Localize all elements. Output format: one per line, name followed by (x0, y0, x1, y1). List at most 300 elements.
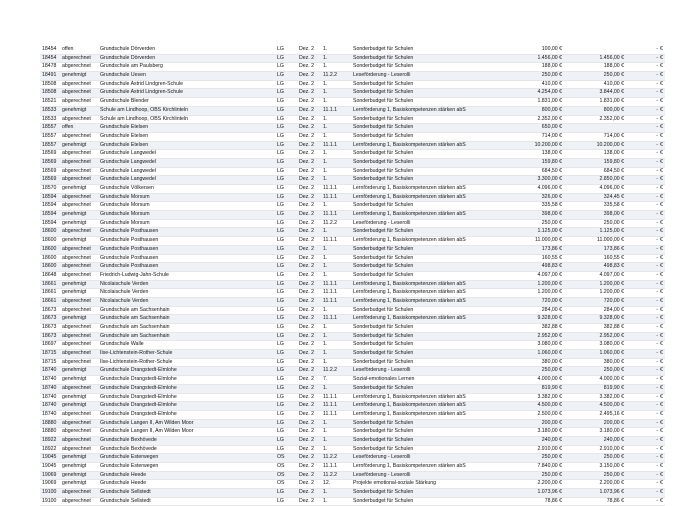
remaining-amount-cell: - (656, 158, 658, 165)
region-cell: OS (277, 471, 285, 478)
department-cell: Dez. 2 (299, 332, 314, 339)
currency-cell: € (660, 332, 663, 339)
table-row (40, 220, 665, 229)
table-row (40, 272, 665, 281)
requested-amount-cell: 498,83 € (541, 263, 562, 270)
settled-amount-cell: 250,00 € (603, 219, 624, 226)
remaining-amount-cell: - (656, 489, 658, 496)
program-number-cell: 1. (323, 63, 328, 70)
program-number-cell: 11.1.1 (323, 193, 338, 200)
settled-amount-cell: 4.000,00 € (599, 376, 624, 383)
status-cell: abgerechnet (62, 489, 91, 496)
program-description-cell: Leseförderung - Leserolli (353, 471, 411, 478)
status-cell: abgerechnet (62, 245, 91, 252)
region-cell: LG (277, 419, 284, 426)
region-cell: LG (277, 497, 284, 504)
settled-amount-cell: 3.150,00 € (599, 463, 624, 469)
program-number-cell: 11.1.1 (323, 410, 338, 417)
currency-cell: € (660, 289, 663, 296)
remaining-amount-cell: - (656, 89, 658, 96)
settled-amount-cell: 4.097,00 € (599, 271, 624, 278)
currency-cell: € (660, 271, 663, 278)
requested-amount-cell: 3.180,00 € (537, 428, 562, 435)
currency-cell: € (660, 211, 663, 218)
settled-amount-cell: 2.352,00 € (599, 115, 624, 122)
department-cell: Dez. 2 (299, 297, 314, 304)
row-id-cell: 18740 (42, 402, 57, 409)
remaining-amount-cell: - (656, 445, 658, 452)
row-id-cell: 18673 (42, 315, 57, 322)
row-id-cell: 18594 (42, 202, 57, 209)
remaining-amount-cell: - (656, 141, 658, 148)
table-row (40, 159, 665, 168)
department-cell: Dez. 2 (299, 193, 314, 200)
row-id-cell: 18594 (42, 211, 57, 218)
program-description-cell: Sonderbudget für Schulen (353, 46, 414, 52)
department-cell: Dez. 2 (299, 497, 314, 504)
department-cell: Dez. 2 (299, 393, 314, 400)
currency-cell: € (660, 384, 663, 391)
department-cell: Dez. 2 (299, 463, 314, 469)
department-cell: Dez. 2 (299, 315, 314, 322)
department-cell: Dez. 2 (299, 324, 314, 330)
remaining-amount-cell: - (656, 98, 658, 105)
status-cell: genehmigt (62, 106, 87, 113)
department-cell: Dez. 2 (299, 124, 314, 131)
remaining-amount-cell: - (656, 289, 658, 296)
region-cell: LG (277, 315, 284, 322)
currency-cell: € (660, 158, 663, 165)
region-cell: LG (277, 393, 284, 400)
row-id-cell: 18508 (42, 80, 57, 87)
settled-amount-cell: 78,86 € (606, 497, 624, 504)
status-cell: abgerechnet (62, 115, 91, 122)
table-row (40, 246, 665, 255)
department-cell: Dez. 2 (299, 376, 314, 383)
requested-amount-cell: 326,00 € (541, 193, 562, 200)
currency-cell: € (660, 428, 663, 435)
row-id-cell: 18533 (42, 115, 57, 122)
row-id-cell: 18740 (42, 384, 57, 391)
currency-cell: € (660, 106, 663, 113)
requested-amount-cell: 159,80 € (541, 158, 562, 165)
status-cell: genehmigt (62, 315, 87, 322)
status-cell: abgerechnet (62, 132, 91, 139)
region-cell: LG (277, 89, 284, 96)
region-cell: LG (277, 193, 284, 200)
department-cell: Dez. 2 (299, 245, 314, 252)
settled-amount-cell: 1.456,00 € (599, 54, 624, 61)
remaining-amount-cell: - (656, 202, 658, 209)
program-number-cell: 11.1.1 (323, 297, 338, 304)
status-cell: abgerechnet (62, 98, 91, 105)
department-cell: Dez. 2 (299, 237, 314, 244)
requested-amount-cell: 382,88 € (541, 324, 562, 330)
requested-amount-cell: 250,00 € (541, 454, 562, 461)
table-row (40, 385, 665, 394)
settled-amount-cell: 188,00 € (603, 63, 624, 70)
requested-amount-cell: 1.073,96 € (537, 489, 562, 496)
requested-amount-cell: 200,00 € (541, 419, 562, 426)
program-number-cell: 11.1.1 (323, 289, 338, 296)
row-id-cell: 19045 (42, 454, 57, 461)
requested-amount-cell: 250,00 € (541, 367, 562, 374)
requested-amount-cell: 4.097,00 € (537, 271, 562, 278)
status-cell: abgerechnet (62, 428, 91, 435)
settled-amount-cell: 1.073,96 € (599, 489, 624, 496)
requested-amount-cell: 2.200,00 € (537, 480, 562, 487)
program-description-cell: Sonderbudget für Schulen (353, 124, 414, 131)
department-cell: Dez. 2 (299, 289, 314, 296)
program-description-cell: Sonderbudget für Schulen (353, 306, 414, 313)
program-description-cell: Projekte emotional-soziale Stärkung (353, 480, 437, 487)
program-description-cell: Lernförderung 1, Basiskompetenzen stärken abS (353, 402, 466, 409)
settled-amount-cell: 200,00 € (603, 419, 624, 426)
region-cell: LG (277, 271, 284, 278)
row-id-cell: 18648 (42, 271, 57, 278)
department-cell: Dez. 2 (299, 46, 314, 52)
status-cell: offen (62, 124, 74, 131)
program-number-cell: 1. (323, 332, 328, 339)
requested-amount-cell: 3.080,00 € (537, 341, 562, 348)
department-cell: Dez. 2 (299, 341, 314, 348)
region-cell: OS (277, 463, 285, 469)
program-description-cell: Sonderbudget für Schulen (353, 254, 414, 261)
status-cell: abgerechnet (62, 445, 91, 452)
department-cell: Dez. 2 (299, 63, 314, 70)
currency-cell: € (660, 280, 663, 287)
region-cell: LG (277, 228, 284, 235)
table-row (40, 437, 665, 446)
program-description-cell: Leseförderung - Leserolli (353, 72, 411, 79)
requested-amount-cell: 2.910,00 € (537, 445, 562, 452)
status-cell: abgerechnet (62, 358, 91, 365)
settled-amount-cell: 335,58 € (603, 202, 624, 209)
status-cell: genehmigt (62, 219, 87, 226)
program-description-cell: Sonderbudget für Schulen (353, 80, 414, 87)
currency-cell: € (660, 393, 663, 400)
department-cell: Dez. 2 (299, 445, 314, 452)
school-name-cell: Grundschule Morsum (100, 219, 150, 226)
remaining-amount-cell: - (656, 185, 658, 191)
department-cell: Dez. 2 (299, 228, 314, 235)
currency-cell: € (660, 185, 663, 191)
remaining-amount-cell: - (656, 419, 658, 426)
school-name-cell: Grundschule Drangstedt-Elmlohe (100, 384, 177, 391)
program-number-cell: 1. (323, 132, 328, 139)
program-description-cell: Sonderbudget für Schulen (353, 419, 414, 426)
table-row (40, 359, 665, 368)
row-id-cell: 18661 (42, 289, 57, 296)
remaining-amount-cell: - (656, 263, 658, 270)
remaining-amount-cell: - (656, 463, 658, 469)
program-number-cell: 11.2.2 (323, 454, 338, 461)
table-row (40, 298, 665, 307)
remaining-amount-cell: - (656, 167, 658, 174)
region-cell: LG (277, 289, 284, 296)
remaining-amount-cell: - (656, 306, 658, 313)
school-name-cell: Grundschule Langwedel (100, 158, 156, 165)
status-cell: abgerechnet (62, 497, 91, 504)
region-cell: LG (277, 124, 284, 131)
row-id-cell: 18740 (42, 376, 57, 383)
program-number-cell: 7. (323, 376, 328, 383)
remaining-amount-cell: - (656, 332, 658, 339)
currency-cell: € (660, 150, 663, 157)
settled-amount-cell: 2.495,16 € (599, 410, 624, 417)
currency-cell: € (660, 46, 663, 52)
settled-amount-cell: 324,45 € (603, 193, 624, 200)
remaining-amount-cell: - (656, 410, 658, 417)
school-name-cell: Grundschule am Paulsberg (100, 63, 163, 70)
currency-cell: € (660, 228, 663, 235)
table-row (40, 341, 665, 350)
status-cell: abgerechnet (62, 436, 91, 443)
row-id-cell: 18880 (42, 419, 57, 426)
program-number-cell: 1. (323, 350, 328, 357)
table-row (40, 81, 665, 90)
status-cell: abgerechnet (62, 263, 91, 270)
department-cell: Dez. 2 (299, 471, 314, 478)
program-number-cell: 11.2.2 (323, 367, 338, 374)
region-cell: LG (277, 150, 284, 157)
status-cell: genehmigt (62, 402, 87, 409)
department-cell: Dez. 2 (299, 80, 314, 87)
department-cell: Dez. 2 (299, 263, 314, 270)
status-cell: abgerechnet (62, 384, 91, 391)
row-id-cell: 18922 (42, 436, 57, 443)
status-cell: abgerechnet (62, 167, 91, 174)
requested-amount-cell: 78,86 € (544, 497, 562, 504)
school-name-cell: Grundschule Astrid Lindgren-Schule (100, 89, 184, 96)
remaining-amount-cell: - (656, 132, 658, 139)
program-description-cell: Sonderbudget für Schulen (353, 384, 414, 391)
requested-amount-cell: 380,00 € (541, 358, 562, 365)
requested-amount-cell: 250,00 € (541, 471, 562, 478)
program-description-cell: Sonderbudget für Schulen (353, 115, 414, 122)
row-id-cell: 18740 (42, 410, 57, 417)
row-id-cell: 18661 (42, 280, 57, 287)
status-cell: abgerechnet (62, 419, 91, 426)
settled-amount-cell: 4.500,00 € (599, 402, 624, 409)
table-row (40, 185, 665, 194)
table-row (40, 124, 665, 133)
school-name-cell: Grundschule Langwedel (100, 167, 156, 174)
settled-amount-cell: 720,00 € (603, 297, 624, 304)
program-number-cell: 1. (323, 245, 328, 252)
remaining-amount-cell: - (656, 72, 658, 79)
department-cell: Dez. 2 (299, 489, 314, 496)
status-cell: abgerechnet (62, 306, 91, 313)
settled-amount-cell: 1.125,00 € (599, 228, 624, 235)
program-number-cell: 1. (323, 263, 328, 270)
school-name-cell: Grundschule Drangstedt-Elmlohe (100, 410, 177, 417)
program-description-cell: Sonderbudget für Schulen (353, 167, 414, 174)
currency-cell: € (660, 254, 663, 261)
program-description-cell: Sonderbudget für Schulen (353, 271, 414, 278)
row-id-cell: 18661 (42, 297, 57, 304)
region-cell: LG (277, 306, 284, 313)
remaining-amount-cell: - (656, 54, 658, 61)
program-description-cell: Lernförderung 1, Basiskompetenzen stärken abS (353, 463, 466, 469)
school-name-cell: Grundschule Völkersen (100, 185, 154, 191)
remaining-amount-cell: - (656, 271, 658, 278)
table-row (40, 376, 665, 385)
row-id-cell: 18569 (42, 167, 57, 174)
region-cell: LG (277, 445, 284, 452)
status-cell: abgerechnet (62, 254, 91, 261)
remaining-amount-cell: - (656, 402, 658, 409)
remaining-amount-cell: - (656, 193, 658, 200)
currency-cell: € (660, 445, 663, 452)
program-number-cell: 1. (323, 202, 328, 209)
department-cell: Dez. 2 (299, 150, 314, 157)
row-id-cell: 18600 (42, 245, 57, 252)
department-cell: Dez. 2 (299, 454, 314, 461)
currency-cell: € (660, 410, 663, 417)
status-cell: genehmigt (62, 72, 87, 79)
row-id-cell: 18600 (42, 263, 57, 270)
remaining-amount-cell: - (656, 436, 658, 443)
school-name-cell: Grundschule Drangstedt-Elmlohe (100, 402, 177, 409)
department-cell: Dez. 2 (299, 367, 314, 374)
program-number-cell: 11.1.1 (323, 211, 338, 218)
requested-amount-cell: 4.500,00 € (537, 402, 562, 409)
settled-amount-cell: 1.200,00 € (599, 280, 624, 287)
settled-amount-cell: 138,00 € (603, 150, 624, 157)
program-description-cell: Sozial-emotionales Lernen (353, 376, 415, 383)
department-cell: Dez. 2 (299, 480, 314, 487)
school-name-cell: Grundschule Dörverden (100, 54, 156, 61)
remaining-amount-cell: - (656, 237, 658, 244)
school-name-cell: Grundschule am Sachsenhain (100, 332, 170, 339)
region-cell: LG (277, 254, 284, 261)
school-name-cell: Grundschule Dörverden (100, 46, 156, 52)
settled-amount-cell: 498,83 € (603, 263, 624, 270)
department-cell: Dez. 2 (299, 384, 314, 391)
remaining-amount-cell: - (656, 367, 658, 374)
program-number-cell: 1. (323, 497, 328, 504)
requested-amount-cell: 714,00 € (541, 132, 562, 139)
requested-amount-cell: 1.200,00 € (537, 289, 562, 296)
table-row (40, 228, 665, 237)
program-number-cell: 11.1.1 (323, 463, 338, 469)
currency-cell: € (660, 132, 663, 139)
status-cell: abgerechnet (62, 324, 91, 330)
department-cell: Dez. 2 (299, 185, 314, 191)
table-row (40, 411, 665, 420)
region-cell: LG (277, 280, 284, 287)
program-description-cell: Leseförderung - Leserolli (353, 219, 411, 226)
region-cell: LG (277, 115, 284, 122)
program-number-cell: 11.1.1 (323, 185, 338, 191)
department-cell: Dez. 2 (299, 358, 314, 365)
table-row (40, 281, 665, 290)
program-number-cell: 1. (323, 324, 328, 330)
table-row (40, 333, 665, 342)
remaining-amount-cell: - (656, 280, 658, 287)
school-name-cell: Grundschule Uesen (100, 72, 146, 79)
program-description-cell: Sonderbudget für Schulen (353, 332, 414, 339)
remaining-amount-cell: - (656, 245, 658, 252)
program-description-cell: Sonderbudget für Schulen (353, 245, 414, 252)
table-row (40, 463, 665, 472)
program-description-cell: Lernförderung 1, Basiskompetenzen stärken abS (353, 106, 466, 113)
requested-amount-cell: 4.000,00 € (537, 376, 562, 383)
table-row (40, 133, 665, 142)
school-name-cell: Grundschule am Sachsenhain (100, 324, 170, 330)
program-description-cell: Sonderbudget für Schulen (353, 228, 414, 235)
region-cell: LG (277, 54, 284, 61)
program-description-cell: Sonderbudget für Schulen (353, 54, 414, 61)
school-name-cell: Grundschule Langen II, Am Wilden Moor (100, 428, 194, 435)
settled-amount-cell: 1.060,00 € (599, 350, 624, 357)
requested-amount-cell: 4.254,00 € (537, 89, 562, 96)
row-id-cell: 18673 (42, 324, 57, 330)
row-id-cell: 18569 (42, 158, 57, 165)
program-description-cell: Lernförderung 1, Basiskompetenzen stärken abS (353, 280, 466, 287)
region-cell: LG (277, 80, 284, 87)
school-name-cell: Grundschule Bexhövede (100, 436, 157, 443)
settled-amount-cell: 3.080,00 € (599, 341, 624, 348)
program-number-cell: 1. (323, 358, 328, 365)
row-id-cell: 18594 (42, 219, 57, 226)
program-description-cell: Sonderbudget für Schulen (353, 263, 414, 270)
program-number-cell: 1. (323, 46, 328, 52)
remaining-amount-cell: - (656, 228, 658, 235)
program-number-cell: 1. (323, 80, 328, 87)
settled-amount-cell: 3.844,00 € (599, 89, 624, 96)
program-description-cell: Sonderbudget für Schulen (353, 202, 414, 209)
currency-cell: € (660, 98, 663, 105)
school-name-cell: Grundschule Esterwegen (100, 463, 159, 469)
school-name-cell: Grundschule Drangstedt-Elmlohe (100, 367, 177, 374)
currency-cell: € (660, 480, 663, 487)
region-cell: LG (277, 367, 284, 374)
table-row (40, 116, 665, 125)
remaining-amount-cell: - (656, 46, 658, 52)
school-name-cell: Grundschule Posthausen (100, 228, 159, 235)
program-number-cell: 1. (323, 124, 328, 131)
region-cell: LG (277, 436, 284, 443)
school-name-cell: Ilse-Lichtenstein-Rother-Schule (100, 358, 173, 365)
row-id-cell: 18557 (42, 124, 57, 131)
currency-cell: € (660, 358, 663, 365)
settled-amount-cell: 819,90 € (603, 384, 624, 391)
remaining-amount-cell: - (656, 254, 658, 261)
program-number-cell: 11.1.1 (323, 141, 338, 148)
status-cell: abgerechnet (62, 54, 91, 61)
currency-cell: € (660, 489, 663, 496)
table-row (40, 211, 665, 220)
requested-amount-cell: 173,86 € (541, 245, 562, 252)
currency-cell: € (660, 454, 663, 461)
table-row (40, 480, 665, 489)
requested-amount-cell: 1.125,00 € (537, 228, 562, 235)
table-row (40, 498, 665, 506)
department-cell: Dez. 2 (299, 72, 314, 79)
currency-cell: € (660, 419, 663, 426)
table-row (40, 98, 665, 107)
program-description-cell: Sonderbudget für Schulen (353, 89, 414, 96)
currency-cell: € (660, 167, 663, 174)
requested-amount-cell: 250,00 € (541, 219, 562, 226)
row-id-cell: 18557 (42, 141, 57, 148)
region-cell: LG (277, 263, 284, 270)
settled-amount-cell: 250,00 € (603, 367, 624, 374)
remaining-amount-cell: - (656, 350, 658, 357)
remaining-amount-cell: - (656, 393, 658, 400)
